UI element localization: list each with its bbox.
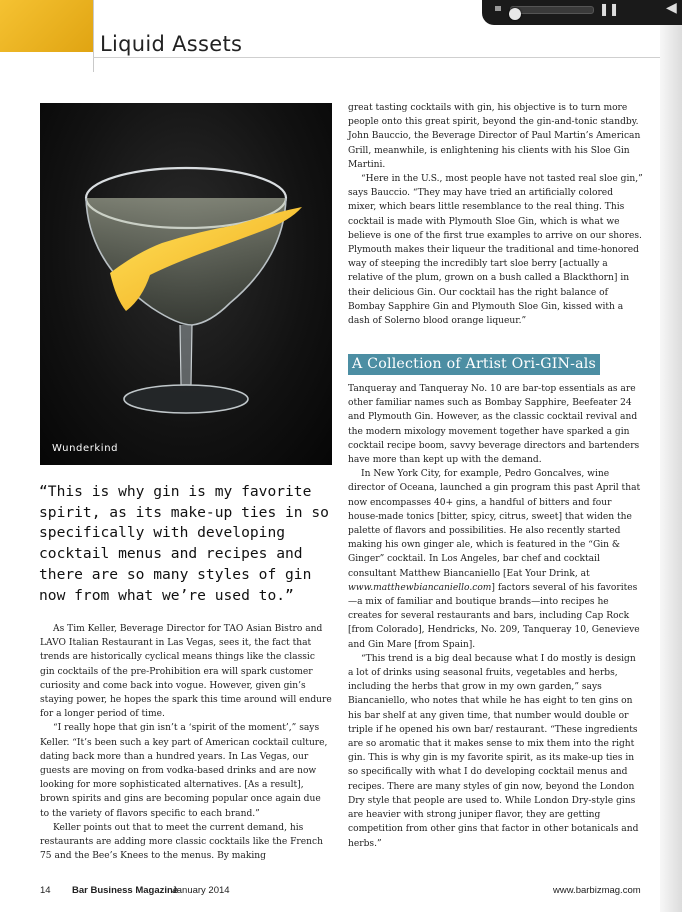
body-paragraph: Keller points out that to meet the current demand, his restaurants are adding more classic cocktails like the French 75 and the Bee’s Knees to the menus. By making — [40, 822, 323, 862]
cocktail-photo — [40, 103, 332, 465]
seek-slider-knob[interactable] — [509, 8, 521, 20]
pause-icon[interactable]: ❚❚ — [599, 2, 620, 16]
website-url[interactable]: www.barbizmag.com — [553, 885, 641, 896]
header-divider-vertical — [93, 0, 94, 72]
body-paragraph: As Tim Keller, Beverage Director for TAO Asian Bistro and LAVO Italian Restaurant in Las Vegas, sees it, the fact that trends are historically cyclical means things like the classic gin cocktails of the pre-Prohibition era will spark customer curiosity and come back into vogue. However, given gin’s staying power, he hopes the spark this time around will endure for a longer period of time. — [40, 624, 332, 720]
body-paragraph: great tasting cocktails with gin, his objective is to turn more people onto this great spirit, beyond the gin-and-tonic standby. John Bauccio, the Beverage Director of Paul Martin’s American Grill, meanwhile, is enlightening his clients with his Sloe Gin Martini. — [348, 103, 641, 170]
section-title: Liquid Assets — [100, 32, 243, 56]
body-paragraph: “Here in the U.S., most people have not tasted real sloe gin,” says Bauccio. “They may have tried an artificially colored mixer, which bears little resemblance to the real thing. This cocktail is made with Plymouth Sloe Gin, which is what we believe is one of the first true examples to arrive on our shores. Plymouth makes their liqueur the traditional and time-honored way of steeping the incredibly tart sloe berry [actually a relative of the plum, grown on a bush called a Blackthorn] in their delicious Gin. Our cocktail has the right balance of Bombay Sapphire Gin and Plymouth Sloe Gin, kissed with a dash of Solerno blood orange liqueur.” — [348, 174, 643, 327]
left-column-text — [40, 622, 332, 863]
stop-icon[interactable] — [495, 6, 501, 11]
right-column-text-top — [348, 101, 643, 328]
gold-accent-block — [0, 0, 93, 52]
glass-bowl — [86, 198, 286, 325]
section-subhead: A Collection of Artist Ori-GIN-als — [348, 354, 600, 375]
page-number: 14 — [40, 885, 51, 896]
right-column-text-bottom — [348, 382, 643, 851]
body-paragraph — [348, 467, 643, 652]
glass-stem — [180, 325, 192, 385]
photo-caption: Wunderkind — [52, 443, 119, 454]
media-player-bar — [482, 0, 682, 25]
issue-date: January 2014 — [172, 885, 230, 896]
paragraph-text: In New York City, for example, Pedro Goncalves, wine director of Oceana, launched a gin program this past April that now encompasses 40+ gins, a handful of bitters and four house-made tonics [bitter, spicy, citrus, sweet] that widen the palette of flavors and possibilities. He also recently started making his own ginger ale, which is featured in the “Gin & Ginger” cocktail. In Los Angeles, bar chef and cocktail consultant Matthew Biancaniello [Eat Your Drink, at — [348, 469, 641, 579]
martini-glass-illustration — [40, 103, 332, 465]
seek-slider[interactable] — [510, 6, 594, 14]
paragraph-text: ] factors several of his favorites—a mix of familiar and boutique brands—into recipes he creates for several restaurants and bars, including Cap Rock [from Colorado], Hendricks, No. 209, Tanqueray 10, Genevieve and Gin Mare [from Spain]. — [348, 582, 640, 650]
body-paragraph: “This trend is a big deal because what I do mostly is design a lot of drinks using seasonal fruits, vegetables and herbs, including the herbs that grow in my own garden,” says Biancaniello, who notes that while he has eight to ten gins on his bar shelf at any given time, that number would double or triple if he opened his own bar/ restaurant. “These ingredients are so aromatic that it makes sense to mix them into the right gin. This is why gin is my favorite spirit, as its make-up ties in so specifically with what I do developing cocktail menus and recipes. There are many styles of gin now, beyond the London Dry style that people are used to. While London Dry-style gins are heavier with strong juniper flavor, they are getting competition from other gins that factor in other botanicals and herbs.” — [348, 653, 639, 849]
glass-foot — [124, 385, 248, 413]
magazine-name: Bar Business Magazine — [72, 885, 179, 896]
header-divider-horizontal — [93, 57, 660, 58]
body-paragraph: “I really hope that gin isn’t a ‘spirit of the moment’,” says Keller. “It’s been such a key part of American cocktail culture, dating back more than a hundred years. In Las Vegas, our guests are moving on from vodka-based drinks and are now looking for more sophisticated alternatives. [As a result], brown spirits and gins are becoming popular once again due to the variety of flavors specific to each brand.” — [40, 723, 328, 819]
body-paragraph: Tanqueray and Tanqueray No. 10 are bar-top essentials as are other familiar names such as Bombay Sapphire, Beefeater 24 and Plymouth Gin. However, as the classic cocktail revival and the modern mixology movement together have sparked a gin cocktail recipe boom, savvy beverage directors and bartenders have more than kept up with the demand. — [348, 384, 640, 466]
arrow-icon[interactable]: ◀ — [666, 0, 677, 16]
page-gutter-shadow — [660, 0, 682, 912]
pull-quote: “This is why gin is my favorite spirit, as its make-up ties in so specifically with developing cocktail menus and recipes and there are so many styles of gin now from what we’re used to.” — [39, 483, 329, 604]
website-link[interactable]: www.matthewbiancaniello.com — [348, 582, 492, 593]
